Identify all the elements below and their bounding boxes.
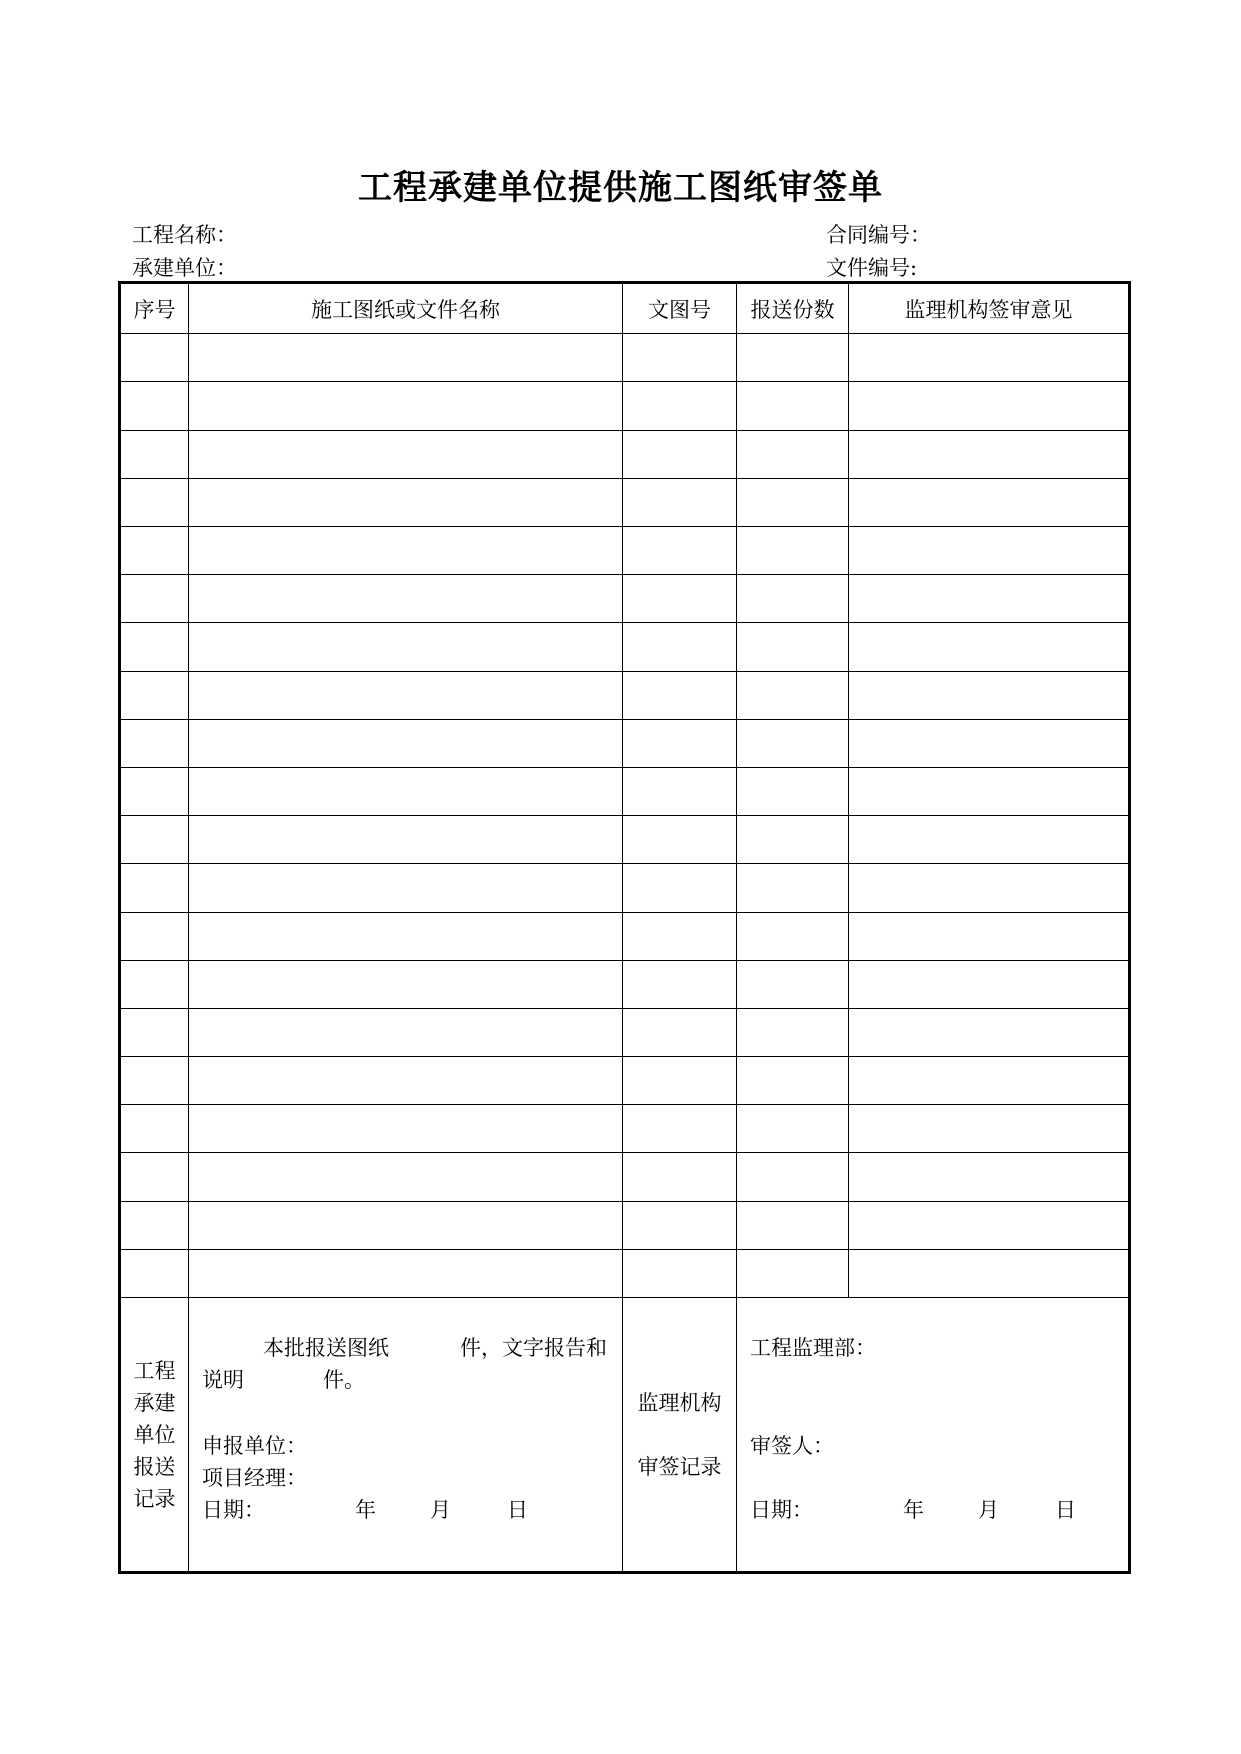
table-row xyxy=(120,1057,1130,1105)
label-line: 监理机构 xyxy=(637,1390,722,1415)
label-line: 审签记录 xyxy=(637,1454,722,1479)
day-label-right: 日 xyxy=(1055,1498,1076,1523)
copies-cell[interactable] xyxy=(737,1105,849,1153)
seq-cell[interactable] xyxy=(120,1057,189,1105)
drawing-no-cell[interactable] xyxy=(623,575,737,623)
table-row xyxy=(120,1008,1130,1056)
contractor-label: 承建单位： xyxy=(132,256,237,280)
drawing-no-cell[interactable] xyxy=(623,816,737,864)
seq-cell[interactable] xyxy=(120,1201,189,1249)
review-opinion-cell[interactable] xyxy=(849,1057,1130,1105)
seq-cell[interactable] xyxy=(120,1249,189,1297)
seq-cell[interactable] xyxy=(120,719,189,767)
drawing-name-cell[interactable] xyxy=(189,1249,623,1297)
table-row xyxy=(120,1153,1130,1201)
file-no-label: 文件编号: xyxy=(826,256,918,280)
copies-cell[interactable] xyxy=(737,575,849,623)
seq-cell[interactable] xyxy=(120,1105,189,1153)
review-opinion-cell[interactable] xyxy=(849,912,1130,960)
drawing-no-cell[interactable] xyxy=(623,671,737,719)
drawing-name-cell[interactable] xyxy=(189,960,623,1008)
seq-cell[interactable] xyxy=(120,1153,189,1201)
page-title: 工程承建单位提供施工图纸审签单 xyxy=(358,168,883,208)
copies-cell[interactable] xyxy=(737,767,849,815)
review-opinion-cell[interactable] xyxy=(849,1105,1130,1153)
label-line: 报送 xyxy=(133,1454,176,1479)
drawing-name-cell[interactable] xyxy=(189,864,623,912)
table-row xyxy=(120,719,1130,767)
review-opinion-cell[interactable] xyxy=(849,864,1130,912)
drawing-no-cell[interactable] xyxy=(623,382,737,430)
table-row xyxy=(120,960,1130,1008)
project-manager-label: 项目经理： xyxy=(202,1466,307,1491)
submission-reports-text: 件，文字报告和 xyxy=(460,1336,607,1361)
drawing-name-cell[interactable] xyxy=(189,623,623,671)
supervision-review-record-label xyxy=(623,1298,737,1573)
supervision-dept-label: 工程监理部： xyxy=(750,1336,876,1361)
submission-details-cell[interactable] xyxy=(189,1298,623,1573)
column-header-seq: 序号 xyxy=(120,283,189,334)
copies-cell[interactable] xyxy=(737,1249,849,1297)
table-row xyxy=(120,767,1130,815)
footer-row xyxy=(120,1298,1130,1573)
seq-cell[interactable] xyxy=(120,671,189,719)
drawing-no-cell[interactable] xyxy=(623,912,737,960)
drawing-no-cell[interactable] xyxy=(623,623,737,671)
drawing-name-cell[interactable] xyxy=(189,575,623,623)
copies-cell[interactable] xyxy=(737,816,849,864)
drawing-no-cell[interactable] xyxy=(623,478,737,526)
drawing-no-cell[interactable] xyxy=(623,1249,737,1297)
drawing-no-cell[interactable] xyxy=(623,1105,737,1153)
drawing-name-cell[interactable] xyxy=(189,334,623,382)
drawing-name-cell[interactable] xyxy=(189,382,623,430)
seq-cell[interactable] xyxy=(120,767,189,815)
drawing-name-cell[interactable] xyxy=(189,478,623,526)
copies-cell[interactable] xyxy=(737,912,849,960)
year-label: 年 xyxy=(355,1498,376,1523)
seq-cell[interactable] xyxy=(120,960,189,1008)
copies-cell[interactable] xyxy=(737,719,849,767)
contractor-submission-record-label xyxy=(120,1298,189,1573)
column-header-copies: 报送份数 xyxy=(737,283,849,334)
month-label-right: 月 xyxy=(978,1498,999,1523)
review-opinion-cell[interactable] xyxy=(849,478,1130,526)
copies-cell[interactable] xyxy=(737,960,849,1008)
review-opinion-cell[interactable] xyxy=(849,1201,1130,1249)
reviewer-label: 审签人： xyxy=(750,1434,834,1459)
copies-cell[interactable] xyxy=(737,334,849,382)
review-opinion-cell[interactable] xyxy=(849,527,1130,575)
seq-cell[interactable] xyxy=(120,527,189,575)
contract-no-label: 合同编号： xyxy=(826,223,931,247)
label-line: 工程 xyxy=(133,1358,176,1383)
seq-cell[interactable] xyxy=(120,430,189,478)
drawing-no-cell[interactable] xyxy=(623,767,737,815)
drawing-review-table xyxy=(118,281,1131,1574)
review-opinion-cell[interactable] xyxy=(849,382,1130,430)
copies-cell[interactable] xyxy=(737,527,849,575)
submission-pieces-text: 件。 xyxy=(323,1368,365,1393)
review-opinion-cell[interactable] xyxy=(849,1249,1130,1297)
drawing-no-cell[interactable] xyxy=(623,334,737,382)
review-opinion-cell[interactable] xyxy=(849,719,1130,767)
review-opinion-cell[interactable] xyxy=(849,575,1130,623)
copies-cell[interactable] xyxy=(737,430,849,478)
drawing-no-cell[interactable] xyxy=(623,430,737,478)
table-row xyxy=(120,575,1130,623)
table-row xyxy=(120,623,1130,671)
drawing-no-cell[interactable] xyxy=(623,1008,737,1056)
review-opinion-cell[interactable] xyxy=(849,430,1130,478)
seq-cell[interactable] xyxy=(120,912,189,960)
column-header-drawing-name: 施工图纸或文件名称 xyxy=(189,283,623,334)
column-header-review-opinion: 监理机构签审意见 xyxy=(849,283,1130,334)
seq-cell[interactable] xyxy=(120,816,189,864)
copies-cell[interactable] xyxy=(737,1201,849,1249)
drawing-name-cell[interactable] xyxy=(189,671,623,719)
review-opinion-cell[interactable] xyxy=(849,334,1130,382)
seq-cell[interactable] xyxy=(120,1008,189,1056)
drawing-name-cell[interactable] xyxy=(189,527,623,575)
drawing-no-cell[interactable] xyxy=(623,719,737,767)
drawing-name-cell[interactable] xyxy=(189,430,623,478)
table-row xyxy=(120,1201,1130,1249)
review-opinion-cell[interactable] xyxy=(849,767,1130,815)
table-row xyxy=(120,864,1130,912)
table-header-row xyxy=(120,283,1130,334)
seq-cell[interactable] xyxy=(120,382,189,430)
review-opinion-cell[interactable] xyxy=(849,623,1130,671)
label-line: 记录 xyxy=(133,1486,176,1511)
table-row xyxy=(120,382,1130,430)
drawing-name-cell[interactable] xyxy=(189,816,623,864)
project-name-label: 工程名称： xyxy=(132,223,237,247)
drawing-name-cell[interactable] xyxy=(189,1201,623,1249)
table-row xyxy=(120,1105,1130,1153)
table-row xyxy=(120,334,1130,382)
day-label: 日 xyxy=(507,1498,528,1523)
table-row xyxy=(120,671,1130,719)
drawing-name-cell[interactable] xyxy=(189,767,623,815)
table-row xyxy=(120,478,1130,526)
copies-cell[interactable] xyxy=(737,478,849,526)
drawing-no-cell[interactable] xyxy=(623,864,737,912)
date-label: 日期： xyxy=(202,1498,265,1523)
drawing-no-cell[interactable] xyxy=(623,527,737,575)
review-opinion-cell[interactable] xyxy=(849,671,1130,719)
copies-cell[interactable] xyxy=(737,1057,849,1105)
label-line: 单位 xyxy=(133,1422,176,1447)
copies-cell[interactable] xyxy=(737,382,849,430)
drawing-name-cell[interactable] xyxy=(189,1105,623,1153)
drawing-name-cell[interactable] xyxy=(189,1008,623,1056)
table-row xyxy=(120,430,1130,478)
supervision-review-cell[interactable] xyxy=(737,1298,1130,1573)
drawing-no-cell[interactable] xyxy=(623,1153,737,1201)
year-label-right: 年 xyxy=(903,1498,924,1523)
submission-drawings-text: 本批报送图纸 xyxy=(263,1336,389,1361)
month-label: 月 xyxy=(430,1498,451,1523)
copies-cell[interactable] xyxy=(737,1008,849,1056)
seq-cell[interactable] xyxy=(120,334,189,382)
column-header-drawing-no: 文图号 xyxy=(623,283,737,334)
seq-cell[interactable] xyxy=(120,623,189,671)
seq-cell[interactable] xyxy=(120,864,189,912)
table-row xyxy=(120,1249,1130,1297)
drawing-no-cell[interactable] xyxy=(623,1057,737,1105)
drawing-no-cell[interactable] xyxy=(623,960,737,1008)
drawing-no-cell[interactable] xyxy=(623,1201,737,1249)
copies-cell[interactable] xyxy=(737,864,849,912)
label-line: 承建 xyxy=(133,1390,176,1415)
table-row xyxy=(120,816,1130,864)
applicant-label: 申报单位： xyxy=(202,1434,307,1459)
seq-cell[interactable] xyxy=(120,478,189,526)
table-row xyxy=(120,527,1130,575)
copies-cell[interactable] xyxy=(737,671,849,719)
table-row xyxy=(120,912,1130,960)
review-opinion-cell[interactable] xyxy=(849,816,1130,864)
date-label-right: 日期： xyxy=(750,1498,813,1523)
review-opinion-cell[interactable] xyxy=(849,960,1130,1008)
copies-cell[interactable] xyxy=(737,1153,849,1201)
submission-explanation-text: 说明 xyxy=(202,1368,244,1393)
drawing-name-cell[interactable] xyxy=(189,912,623,960)
review-opinion-cell[interactable] xyxy=(849,1008,1130,1056)
drawing-name-cell[interactable] xyxy=(189,1057,623,1105)
drawing-name-cell[interactable] xyxy=(189,1153,623,1201)
copies-cell[interactable] xyxy=(737,623,849,671)
review-opinion-cell[interactable] xyxy=(849,1153,1130,1201)
drawing-name-cell[interactable] xyxy=(189,719,623,767)
seq-cell[interactable] xyxy=(120,575,189,623)
